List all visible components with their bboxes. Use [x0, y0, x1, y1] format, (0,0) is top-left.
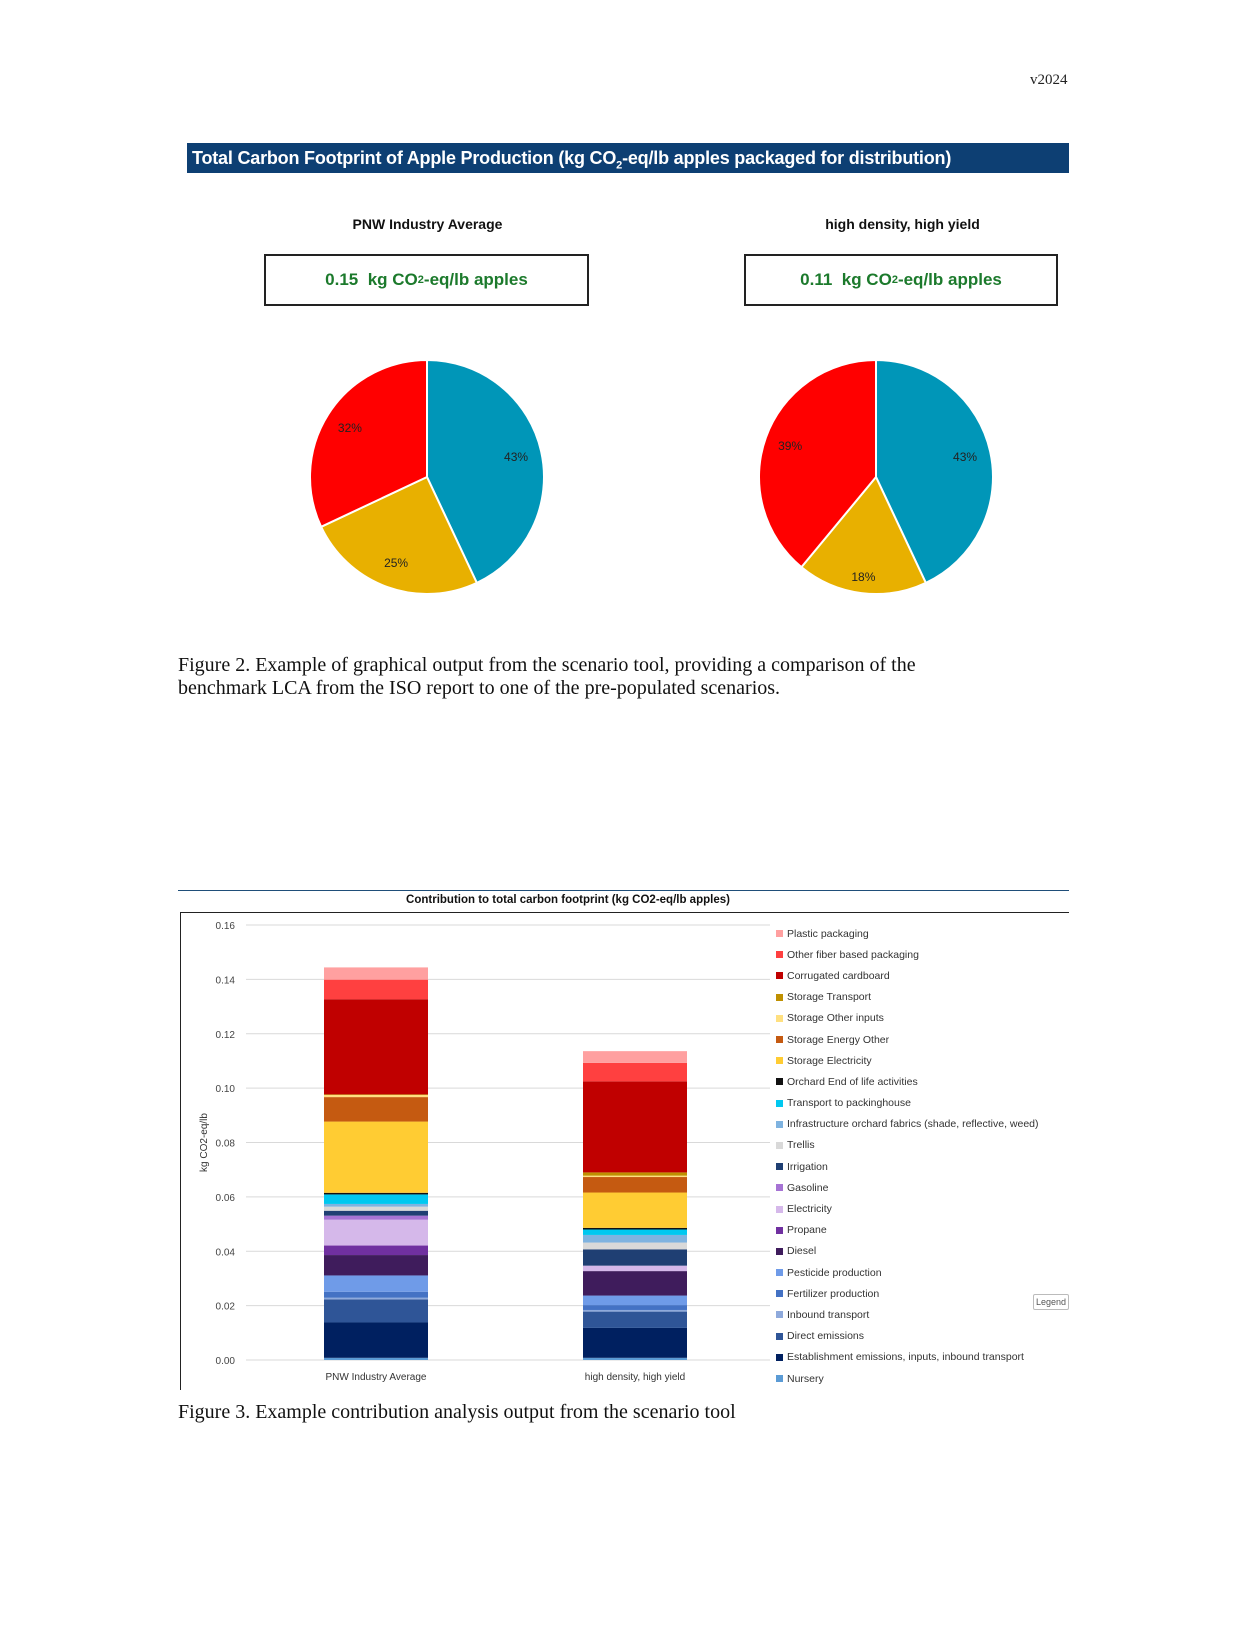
legend-swatch	[776, 1015, 783, 1022]
legend-label: Storage Energy Other	[787, 1033, 890, 1046]
bar-segment	[324, 1292, 428, 1298]
banner-suffix: -eq/lb apples packaged for distribution)	[622, 148, 952, 168]
bar-chart-legend	[776, 923, 1039, 1389]
scenario-title-pnw: PNW Industry Average	[352, 216, 503, 232]
pie-slice-label: 18%	[851, 569, 876, 584]
legend-label: Propane	[787, 1224, 827, 1237]
legend-swatch	[776, 1036, 783, 1043]
y-tick-label: 0.12	[215, 1029, 235, 1041]
legend-label: Infrastructure orchard fabrics (shade, reflective, weed)	[787, 1118, 1039, 1131]
legend-label: Plastic packaging	[787, 927, 869, 940]
legend-item	[776, 1008, 1039, 1029]
legend-item	[776, 1177, 1039, 1198]
legend-item	[776, 1283, 1039, 1304]
legend-swatch	[776, 1248, 783, 1255]
pie-slice-label: 43%	[504, 450, 529, 465]
legend-item	[776, 1326, 1039, 1347]
pie-slice-label: 43%	[953, 450, 978, 465]
legend-label: Irrigation	[787, 1160, 828, 1173]
caption-line-1: Figure 2. Example of graphical output from the scenario tool, providing a comparison of the	[178, 654, 916, 676]
bar-segment	[324, 1246, 428, 1256]
legend-label: Direct emissions	[787, 1330, 865, 1343]
legend-swatch	[776, 1354, 783, 1361]
legend-label: Storage Transport	[787, 991, 872, 1004]
legend-swatch	[776, 1290, 783, 1297]
value-box-hdhy	[744, 254, 1058, 306]
y-tick-label: 0.16	[215, 921, 235, 932]
legend-swatch	[776, 994, 783, 1001]
bar-segment	[324, 1095, 428, 1097]
value-prefix: 0.15 kg CO	[325, 270, 418, 289]
legend-label: Fertilizer production	[787, 1287, 880, 1300]
y-tick-label: 0.04	[215, 1247, 235, 1259]
bar-segment	[583, 1328, 687, 1358]
bar-segment	[324, 1358, 428, 1360]
legend-item	[776, 1198, 1039, 1219]
pie-chart-hdhy	[754, 355, 999, 600]
legend-label: Inbound transport	[787, 1308, 870, 1321]
bar-segment	[324, 1097, 428, 1121]
bar-segment	[324, 1275, 428, 1291]
banner-prefix: Total Carbon Footprint of Apple Production (kg CO	[192, 148, 617, 168]
legend-item	[776, 1304, 1039, 1325]
bar-segment	[324, 1122, 428, 1193]
legend-swatch	[776, 1311, 783, 1318]
legend-swatch	[776, 1227, 783, 1234]
legend-item	[776, 1156, 1039, 1177]
bar-segment	[324, 1298, 428, 1300]
scenario-title-hdhy: high density, high yield	[825, 216, 980, 232]
legend-label: Electricity	[787, 1203, 832, 1216]
legend-label: Trellis	[787, 1139, 815, 1152]
legend-item	[776, 987, 1039, 1008]
legend-item	[776, 965, 1039, 986]
x-tick-label: PNW Industry Average	[325, 1372, 427, 1383]
legend-swatch	[776, 1163, 783, 1170]
bar-segment	[324, 1207, 428, 1211]
bar-segment	[583, 1230, 687, 1235]
legend-item	[776, 1241, 1039, 1262]
bar-segment	[583, 1296, 687, 1306]
bar-segment	[324, 1211, 428, 1216]
legend-item	[776, 944, 1039, 965]
legend-label: Corrugated cardboard	[787, 969, 890, 982]
legend-swatch	[776, 930, 783, 937]
legend-label: Storage Other inputs	[787, 1012, 884, 1025]
pie-slice-label: 32%	[337, 421, 362, 436]
legend-item	[776, 1220, 1039, 1241]
legend-label: Pesticide production	[787, 1266, 882, 1279]
pie-slice-label: 39%	[778, 439, 803, 454]
bar-segment	[324, 967, 428, 979]
bar-segment	[324, 1094, 428, 1095]
bar-segment	[324, 1194, 428, 1204]
caption-line-2: benchmark LCA from the ISO report to one of the pre-populated scenarios.	[178, 677, 781, 699]
bar-segment	[324, 1299, 428, 1322]
legend-label: Establishment emissions, inputs, inbound transport	[787, 1351, 1024, 1364]
y-axis-label: kg CO2-eq/lb	[199, 1113, 210, 1172]
bar-segment	[583, 1172, 687, 1175]
bar-segment	[324, 999, 428, 1094]
legend-swatch	[776, 1333, 783, 1340]
legend-swatch	[776, 1121, 783, 1128]
legend-label: Other fiber based packaging	[787, 948, 919, 961]
legend-swatch	[776, 1206, 783, 1213]
legend-swatch	[776, 972, 783, 979]
chart-top-rule	[178, 890, 1069, 891]
y-tick-label: 0.10	[215, 1084, 235, 1096]
stacked-bar-chart	[180, 912, 775, 1390]
legend-label: Orchard End of life activities	[787, 1075, 918, 1088]
legend-label: Nursery	[787, 1372, 824, 1385]
bar-segment	[583, 1235, 687, 1243]
bar-segment	[324, 1220, 428, 1246]
bar-segment	[324, 1204, 428, 1207]
bar-segment	[324, 1322, 428, 1357]
legend-item	[776, 1135, 1039, 1156]
legend-item	[776, 1050, 1039, 1071]
y-tick-label: 0.02	[215, 1301, 235, 1313]
legend-swatch	[776, 951, 783, 958]
legend-label: Diesel	[787, 1245, 817, 1258]
legend-swatch	[776, 1269, 783, 1276]
legend-swatch	[776, 1100, 783, 1107]
bar-segment	[583, 1310, 687, 1312]
bar-segment	[583, 1051, 687, 1063]
legend-label: Storage Electricity	[787, 1054, 872, 1067]
legend-item	[776, 1262, 1039, 1283]
bar-segment	[324, 1216, 428, 1220]
bar-segment	[583, 1081, 687, 1172]
bar-segment	[583, 1193, 687, 1228]
y-tick-label: 0.00	[215, 1356, 235, 1367]
value-suffix: -eq/lb apples	[897, 270, 1002, 289]
legend-swatch	[776, 1078, 783, 1085]
y-tick-label: 0.14	[215, 975, 235, 987]
legend-label: Transport to packinghouse	[787, 1097, 911, 1110]
legend-item	[776, 1071, 1039, 1092]
x-tick-label: high density, high yield	[584, 1372, 686, 1383]
figure-2-caption	[178, 654, 916, 700]
bar-segment	[324, 1193, 428, 1195]
bar-segment	[324, 1255, 428, 1275]
bar-segment	[583, 1271, 687, 1295]
legend-item	[776, 923, 1039, 944]
bar-segment	[583, 1266, 687, 1271]
legend-item	[776, 1114, 1039, 1135]
legend-swatch	[776, 1057, 783, 1064]
legend-label: Gasoline	[787, 1181, 829, 1194]
bar-chart-title: Contribution to total carbon footprint (kg CO2-eq/lb apples)	[406, 894, 730, 906]
value-box-pnw	[264, 254, 589, 306]
legend-item	[776, 1347, 1039, 1368]
value-sub: 2	[891, 274, 898, 286]
legend-swatch	[776, 1375, 783, 1382]
figure-3-caption: Figure 3. Example contribution analysis output from the scenario tool	[178, 1401, 736, 1423]
banner-sub: 2	[616, 159, 623, 172]
legend-button[interactable]: Legend	[1033, 1294, 1069, 1310]
bar-segment	[583, 1176, 687, 1177]
version-label: v2024	[1030, 72, 1068, 88]
bar-segment	[583, 1228, 687, 1230]
bar-segment	[583, 1243, 687, 1250]
y-tick-label: 0.08	[215, 1138, 235, 1150]
value-suffix: -eq/lb apples	[423, 270, 528, 289]
bar-segment	[324, 980, 428, 1000]
bar-segment	[583, 1249, 687, 1265]
pie-slice-label: 25%	[384, 555, 409, 570]
pie-chart-pnw	[305, 355, 550, 600]
legend-item	[776, 1368, 1039, 1389]
legend-item	[776, 1029, 1039, 1050]
y-tick-label: 0.06	[215, 1192, 235, 1204]
legend-swatch	[776, 1142, 783, 1149]
value-sub: 2	[417, 274, 424, 286]
value-prefix: 0.11 kg CO	[800, 270, 892, 289]
bar-segment	[583, 1177, 687, 1192]
bar-segment	[583, 1063, 687, 1081]
legend-swatch	[776, 1184, 783, 1191]
legend-item	[776, 1093, 1039, 1114]
page-banner-title	[187, 143, 1069, 173]
bar-segment	[583, 1305, 687, 1310]
bar-segment	[583, 1358, 687, 1360]
bar-segment	[583, 1312, 687, 1328]
